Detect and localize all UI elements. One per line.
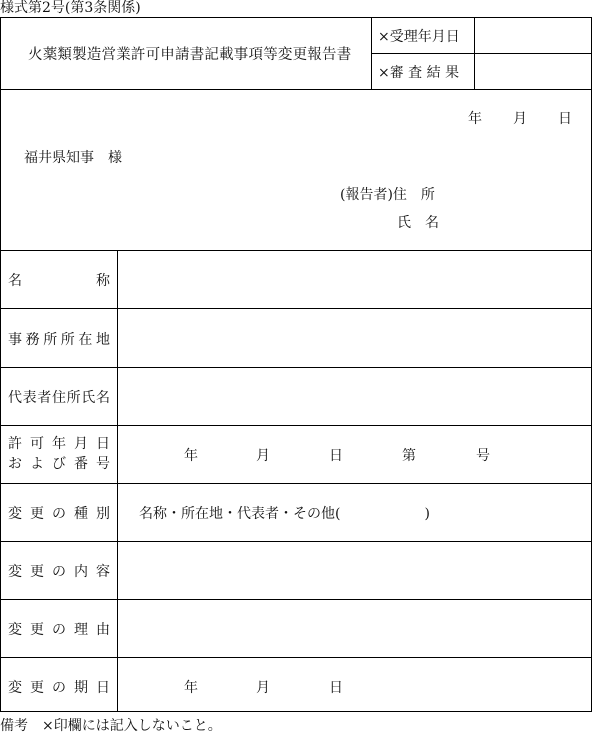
- representative-label: 代 表 者 住 所 氏 名: [8, 390, 110, 406]
- representative-field[interactable]: [118, 368, 591, 425]
- report-day-label: 日: [558, 111, 572, 127]
- change-month-label: 月: [256, 680, 270, 696]
- review-result-field[interactable]: [475, 54, 591, 89]
- office-location-field[interactable]: [118, 309, 591, 367]
- header-bottom-line: [0, 89, 592, 90]
- office-location-label: 事 務 所 所 在 地: [8, 332, 110, 348]
- change-content-label: 変 更 の 内 容: [8, 564, 110, 580]
- change-year-label: 年: [184, 680, 198, 696]
- change-day-label: 日: [329, 680, 343, 696]
- permit-year-label: 年: [184, 448, 198, 464]
- change-content-field[interactable]: [118, 542, 591, 599]
- permit-day-label: 日: [329, 448, 343, 464]
- change-reason-label: 変 更 の 理 由: [8, 622, 110, 638]
- permit-month-label: 月: [256, 448, 270, 464]
- footer-note: 備考 ×印欄には記入しないこと。: [0, 718, 222, 734]
- reporter-name-label: 氏 名: [397, 215, 439, 231]
- name-field[interactable]: [118, 251, 591, 308]
- row-line: [0, 483, 592, 484]
- name-label: 名 称: [8, 273, 110, 289]
- received-date-field[interactable]: [475, 18, 591, 53]
- received-date-label: ×受理年月日: [378, 29, 460, 45]
- permit-number-prefix: 第: [402, 448, 416, 464]
- addressee: 福井県知事 様: [24, 150, 122, 166]
- change-type-label: 変 更 の 種 別: [8, 506, 110, 522]
- change-date-label: 変 更 の 期 日: [8, 680, 110, 696]
- permit-label: 許 可 年 月 日 お よ び 番 号: [8, 436, 110, 472]
- change-reason-field[interactable]: [118, 600, 591, 657]
- report-year-label: 年: [468, 111, 482, 127]
- permit-number-suffix: 号: [476, 448, 490, 464]
- review-result-label: ×審 査 結 果: [378, 65, 460, 81]
- report-month-label: 月: [513, 111, 527, 127]
- form-number-caption: 様式第2号(第3条関係): [0, 0, 141, 16]
- reporter-address-label: (報告者)住 所: [340, 187, 435, 203]
- form-title: 火薬類製造営業許可申請書記載事項等変更報告書: [28, 47, 352, 63]
- change-type-options[interactable]: 名称・所在地・代表者・その他( ): [139, 506, 430, 522]
